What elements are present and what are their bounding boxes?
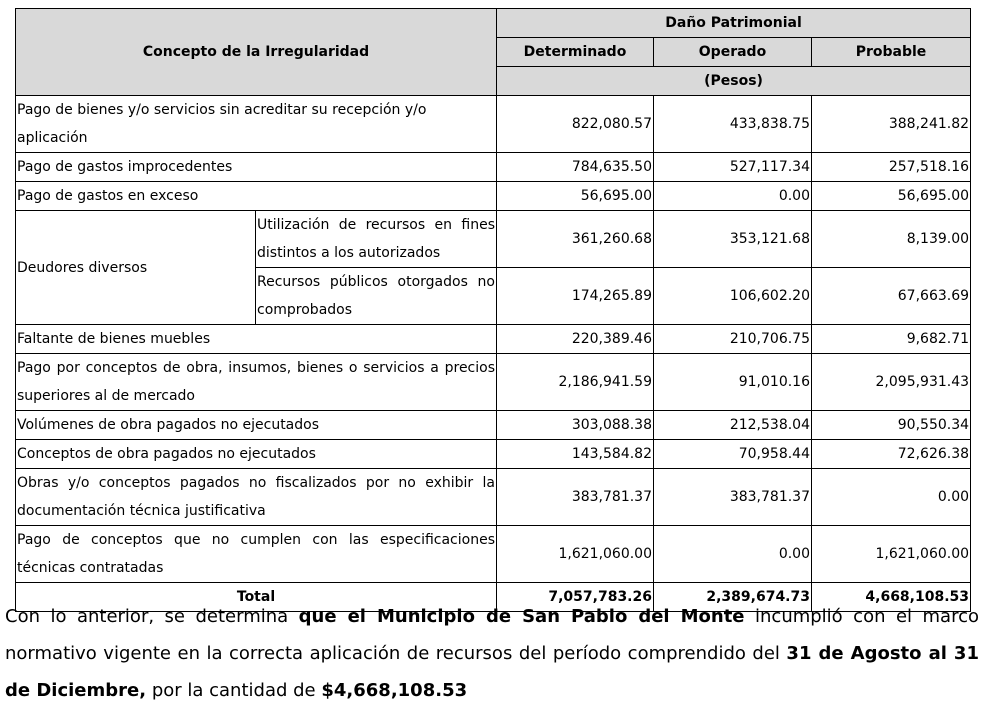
row-probable: 72,626.38 (812, 440, 971, 469)
paragraph-bold-period: 31 de Agosto al 31 de Diciembre, (5, 643, 979, 701)
row-operado: 433,838.75 (654, 96, 812, 153)
row-determinado: 303,088.38 (497, 411, 654, 440)
row-operado: 106,602.20 (654, 268, 812, 325)
row-probable: 67,663.69 (812, 268, 971, 325)
header-group-dano: Daño Patrimonial (497, 9, 971, 38)
row-determinado: 784,635.50 (497, 153, 654, 182)
row-probable: 56,695.00 (812, 182, 971, 211)
row-concept: Deudores diversos (16, 211, 256, 325)
table-row (16, 526, 971, 583)
row-probable: 0.00 (812, 469, 971, 526)
row-determinado: 143,584.82 (497, 440, 654, 469)
row-determinado: 56,695.00 (497, 182, 654, 211)
row-determinado: 220,389.46 (497, 325, 654, 354)
table-row (16, 440, 971, 469)
row-determinado: 2,186,941.59 (497, 354, 654, 411)
header-probable: Probable (812, 38, 971, 67)
row-probable: 9,682.71 (812, 325, 971, 354)
row-determinado: 1,621,060.00 (497, 526, 654, 583)
row-determinado: 822,080.57 (497, 96, 654, 153)
row-determinado: 174,265.89 (497, 268, 654, 325)
table-row (16, 182, 971, 211)
row-operado: 0.00 (654, 182, 812, 211)
row-operado: 527,117.34 (654, 153, 812, 182)
table-row (16, 211, 971, 268)
row-concept: Pago de bienes y/o servicios sin acreditar su recepción y/o aplicación (16, 96, 497, 153)
row-operado: 0.00 (654, 526, 812, 583)
table-row (16, 411, 971, 440)
row-probable: 8,139.00 (812, 211, 971, 268)
row-operado: 383,781.37 (654, 469, 812, 526)
row-operado: 70,958.44 (654, 440, 812, 469)
paragraph-text-2: incumplió con el marco normativo vigente en la correcta aplicación de recursos del período comprendido del (5, 606, 980, 664)
row-probable: 1,621,060.00 (812, 526, 971, 583)
row-concept: Pago por conceptos de obra, insumos, bienes o servicios a precios superiores al de mercado (16, 354, 497, 411)
header-unit: (Pesos) (497, 67, 971, 96)
table-row (16, 469, 971, 526)
row-determinado: 383,781.37 (497, 469, 654, 526)
header-row-1 (16, 9, 971, 38)
row-concept: Pago de gastos en exceso (16, 182, 497, 211)
header-operado: Operado (654, 38, 812, 67)
row-probable: 2,095,931.43 (812, 354, 971, 411)
table-row (16, 325, 971, 354)
row-concept: Pago de conceptos que no cumplen con las especificaciones técnicas contratadas (16, 526, 497, 583)
row-operado: 91,010.16 (654, 354, 812, 411)
paragraph-bold-municipio: que el Municipio de San Pablo del Monte (298, 606, 745, 627)
row-probable: 257,518.16 (812, 153, 971, 182)
row-concept: Faltante de bienes muebles (16, 325, 497, 354)
table-row (16, 354, 971, 411)
row-subconcept: Recursos públicos otorgados no comprobados (256, 268, 497, 325)
header-concept: Concepto de la Irregularidad (16, 9, 497, 96)
row-concept: Volúmenes de obra pagados no ejecutados (16, 411, 497, 440)
row-operado: 210,706.75 (654, 325, 812, 354)
row-determinado: 361,260.68 (497, 211, 654, 268)
paragraph-text-1: Con lo anterior, se determina (5, 606, 299, 627)
conclusion-paragraph (5, 598, 979, 709)
total-label: Total (16, 583, 497, 612)
irregularities-table (15, 8, 971, 612)
total-probable: 4,668,108.53 (812, 583, 971, 612)
total-operado: 2,389,674.73 (654, 583, 812, 612)
table-row (16, 96, 971, 153)
paragraph-text-3: por la cantidad de (146, 680, 322, 701)
row-concept: Obras y/o conceptos pagados no fiscalizados por no exhibir la documentación técnica justificativa (16, 469, 497, 526)
row-operado: 212,538.04 (654, 411, 812, 440)
row-concept: Conceptos de obra pagados no ejecutados (16, 440, 497, 469)
row-operado: 353,121.68 (654, 211, 812, 268)
paragraph-bold-amount: $4,668,108.53 (321, 680, 468, 701)
row-concept: Pago de gastos improcedentes (16, 153, 497, 182)
total-determinado: 7,057,783.26 (497, 583, 654, 612)
row-probable: 388,241.82 (812, 96, 971, 153)
row-subconcept: Utilización de recursos en fines distintos a los autorizados (256, 211, 497, 268)
header-determinado: Determinado (497, 38, 654, 67)
table-row (16, 153, 971, 182)
row-probable: 90,550.34 (812, 411, 971, 440)
